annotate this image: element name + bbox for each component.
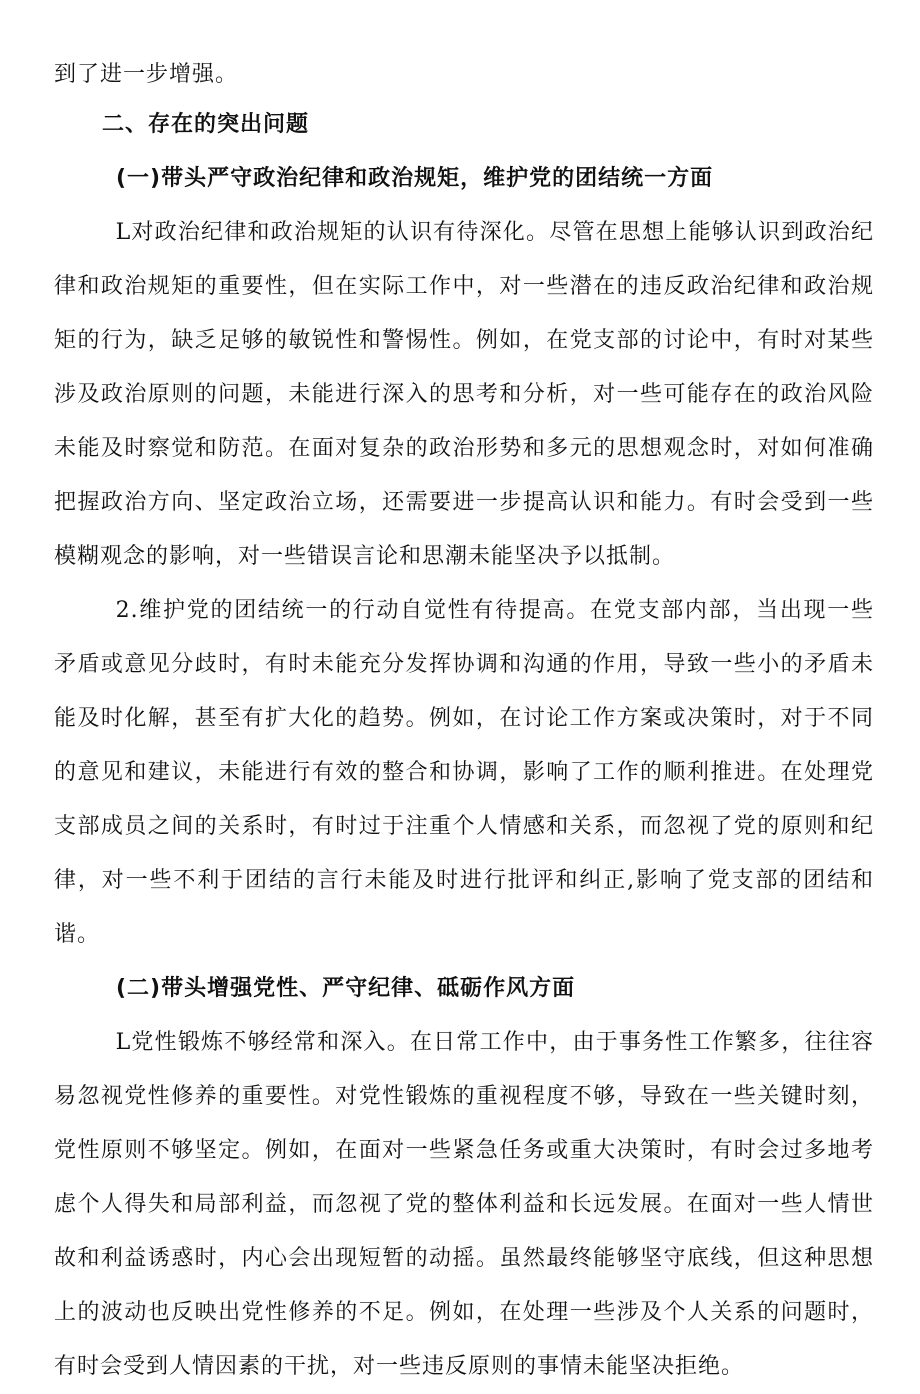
subsection-1-paragraph-1: L对政治纪律和政治规矩的认识有待深化。尽管在思想上能够认识到政治纪律和政治规矩的重要性，但在实际工作中，对一些潜在的违反政治纪律和政治规矩的行为，缺乏足够的敏锐性和警惕性。例如，在党支部的讨论中，有时对某些涉及政治原则的问题，未能进行深入的思考和分析，对一些可能存在的政治风险未能及时察觉和防范。在面对复杂的政治形势和多元的思想观念时，对如何准确把握政治方向、坚定政治立场，还需要进一步提高认识和能力。有时会受到一些模糊观念的影响，对一些错误言论和思潮未能坚决予以抵制。 — [54, 220, 874, 569]
subsection-2-title: (二)带头增强党性、严守纪律、砥砺作风方面 — [116, 976, 576, 1001]
subsection-1-title: (一)带头严守政治纪律和政治规矩，维护党的团结统一方面 — [116, 166, 714, 191]
subsection-1-paragraph-2: 2.维护党的团结统一的行动自觉性有待提高。在党支部内部，当出现一些矛盾或意见分歧时，有时未能充分发挥协调和沟通的作用，导致一些小的矛盾未能及时化解，甚至有扩大化的趋势。例如，在讨论工作方案或决策时，对于不同的意见和建议，未能进行有效的整合和协调，影响了工作的顺利推进。在处理党支部成员之间的关系时，有时过于注重个人情感和关系，而忽视了党的原则和纪律，对一些不利于团结的言行未能及时进行批评和纠正,影响了党支部的团结和谐。 — [54, 598, 874, 947]
continuation-text: 到了进一步增强。 — [54, 62, 239, 87]
section-title: 二、存在的突出问题 — [102, 112, 310, 137]
subsection-2-paragraph-1: L党性锻炼不够经常和深入。在日常工作中，由于事务性工作繁多，往往容易忽视党性修养的重要性。对党性锻炼的重视程度不够，导致在一些关键时刻，党性原则不够坚定。例如，在面对一些紧急任务或重大决策时，有时会过多地考虑个人得失和局部利益，而忽视了党的整体利益和长远发展。在面对一些人情世故和利益诱惑时，内心会出现短暂的动摇。虽然最终能够坚守底线，但这种思想上的波动也反映出党性修养的不足。例如，在处理一些涉及个人关系的问题时，有时会受到人情因素的干扰，对一些违反原则的事情未能坚决拒绝。 — [54, 1030, 874, 1379]
